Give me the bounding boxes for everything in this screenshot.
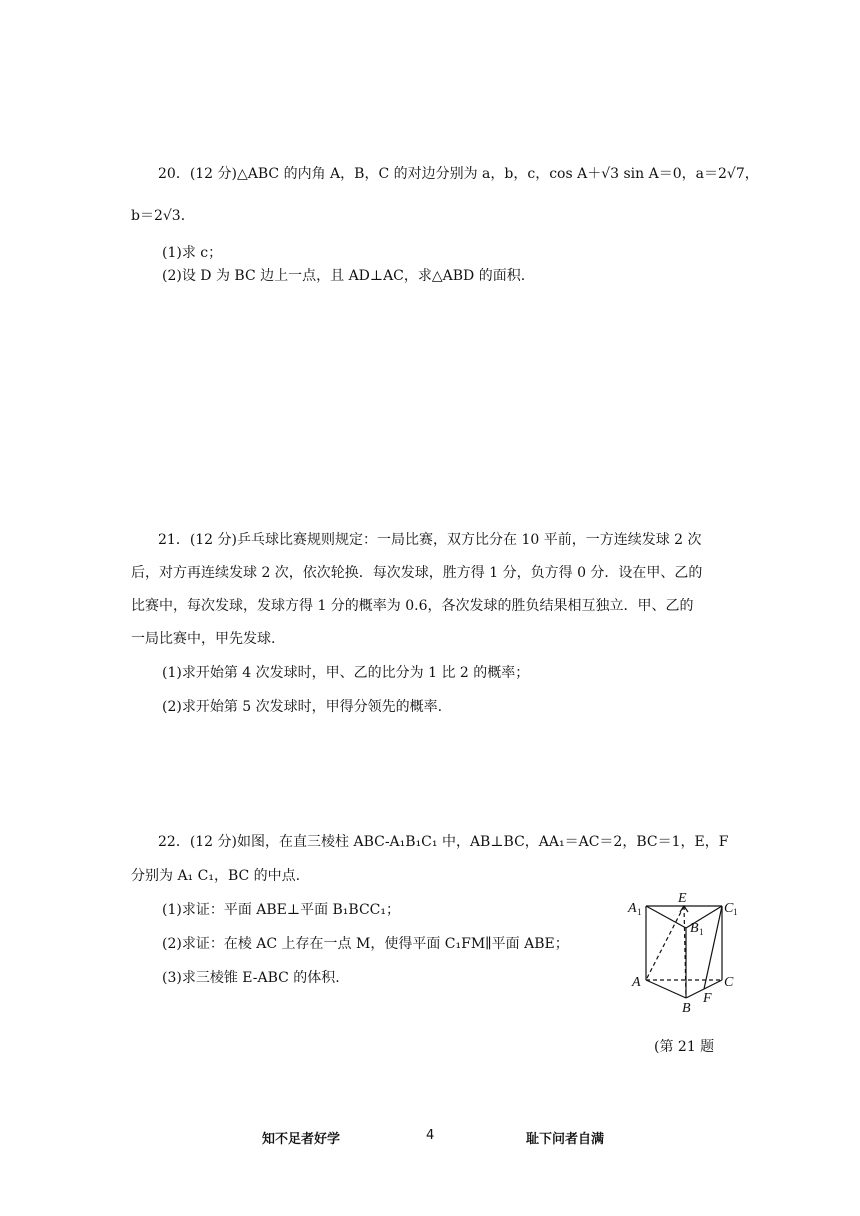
label-b1-sub: 1 <box>699 927 704 937</box>
q22-part1: (1)求证：平面 ABE⊥平面 B₁BCC₁； <box>162 902 400 918</box>
q20-line2: b＝2√3． <box>131 208 195 224</box>
q21-line2: 后，对方再连续发球 2 次，依次轮换．每次发球，胜方得 1 分，负方得 0 分．设在甲、乙的 <box>131 565 703 581</box>
label-f: F <box>703 991 712 1006</box>
label-a1-sub: 1 <box>637 907 642 917</box>
q20-part2: (2)设 D 为 BC 边上一点，且 AD⊥AC，求△ABD 的面积. <box>162 268 526 284</box>
label-a1: A <box>628 901 637 916</box>
label-c: C <box>724 975 734 990</box>
footer-right-motto: 耻下问者自满 <box>526 1132 605 1147</box>
q22-line2: 分别为 A₁ C₁，BC 的中点. <box>131 868 301 884</box>
segment-c1-f <box>704 906 722 989</box>
q21-part2: (2)求开始第 5 次发球时，甲得分领先的概率. <box>162 699 443 715</box>
q20-part1: (1)求 c； <box>162 245 223 261</box>
q22-part3: (3)求三棱锥 E-ABC 的体积. <box>162 970 340 986</box>
label-c1-sub: 1 <box>733 907 738 917</box>
page-number: 4 <box>426 1128 435 1143</box>
label-a: A <box>632 975 641 990</box>
q21-line4: 一局比赛中，甲先发球. <box>131 631 276 647</box>
prism-figure <box>620 890 750 1020</box>
q21-line1: 21．(12 分)乒乓球比赛规则规定：一局比赛，双方比分在 10 平前，一方连续发球 2 次 <box>158 532 702 548</box>
label-e: E <box>678 891 687 906</box>
q21-line3: 比赛中，每次发球，发球方得 1 分的概率为 0.6，各次发球的胜负结果相互独立．甲、乙的 <box>131 598 694 614</box>
edge-a1-b1 <box>646 906 686 928</box>
label-c1: C <box>724 901 734 916</box>
label-b: B <box>682 1001 691 1016</box>
label-b1: B <box>690 921 699 936</box>
q20-line1: 20．(12 分)△ABC 的内角 A，B，C 的对边分别为 a，b，c，cos A＋√3 sin A＝0，a＝2√7， <box>158 166 759 182</box>
footer-left-motto: 知不足者好学 <box>262 1132 341 1147</box>
figure-caption: (第 21 题 <box>654 1039 715 1055</box>
q21-part1: (1)求开始第 4 次发球时，甲、乙的比分为 1 比 2 的概率； <box>162 665 530 681</box>
q22-line1: 22．(12 分)如图，在直三棱柱 ABC-A₁B₁C₁ 中，AB⊥BC，AA₁＝AC＝2，BC＝1，E，F <box>158 834 729 850</box>
q22-part2: (2)求证：在棱 AC 上存在一点 M，使得平面 C₁FM∥平面 ABE； <box>162 936 569 952</box>
edge-a-b <box>646 980 686 998</box>
